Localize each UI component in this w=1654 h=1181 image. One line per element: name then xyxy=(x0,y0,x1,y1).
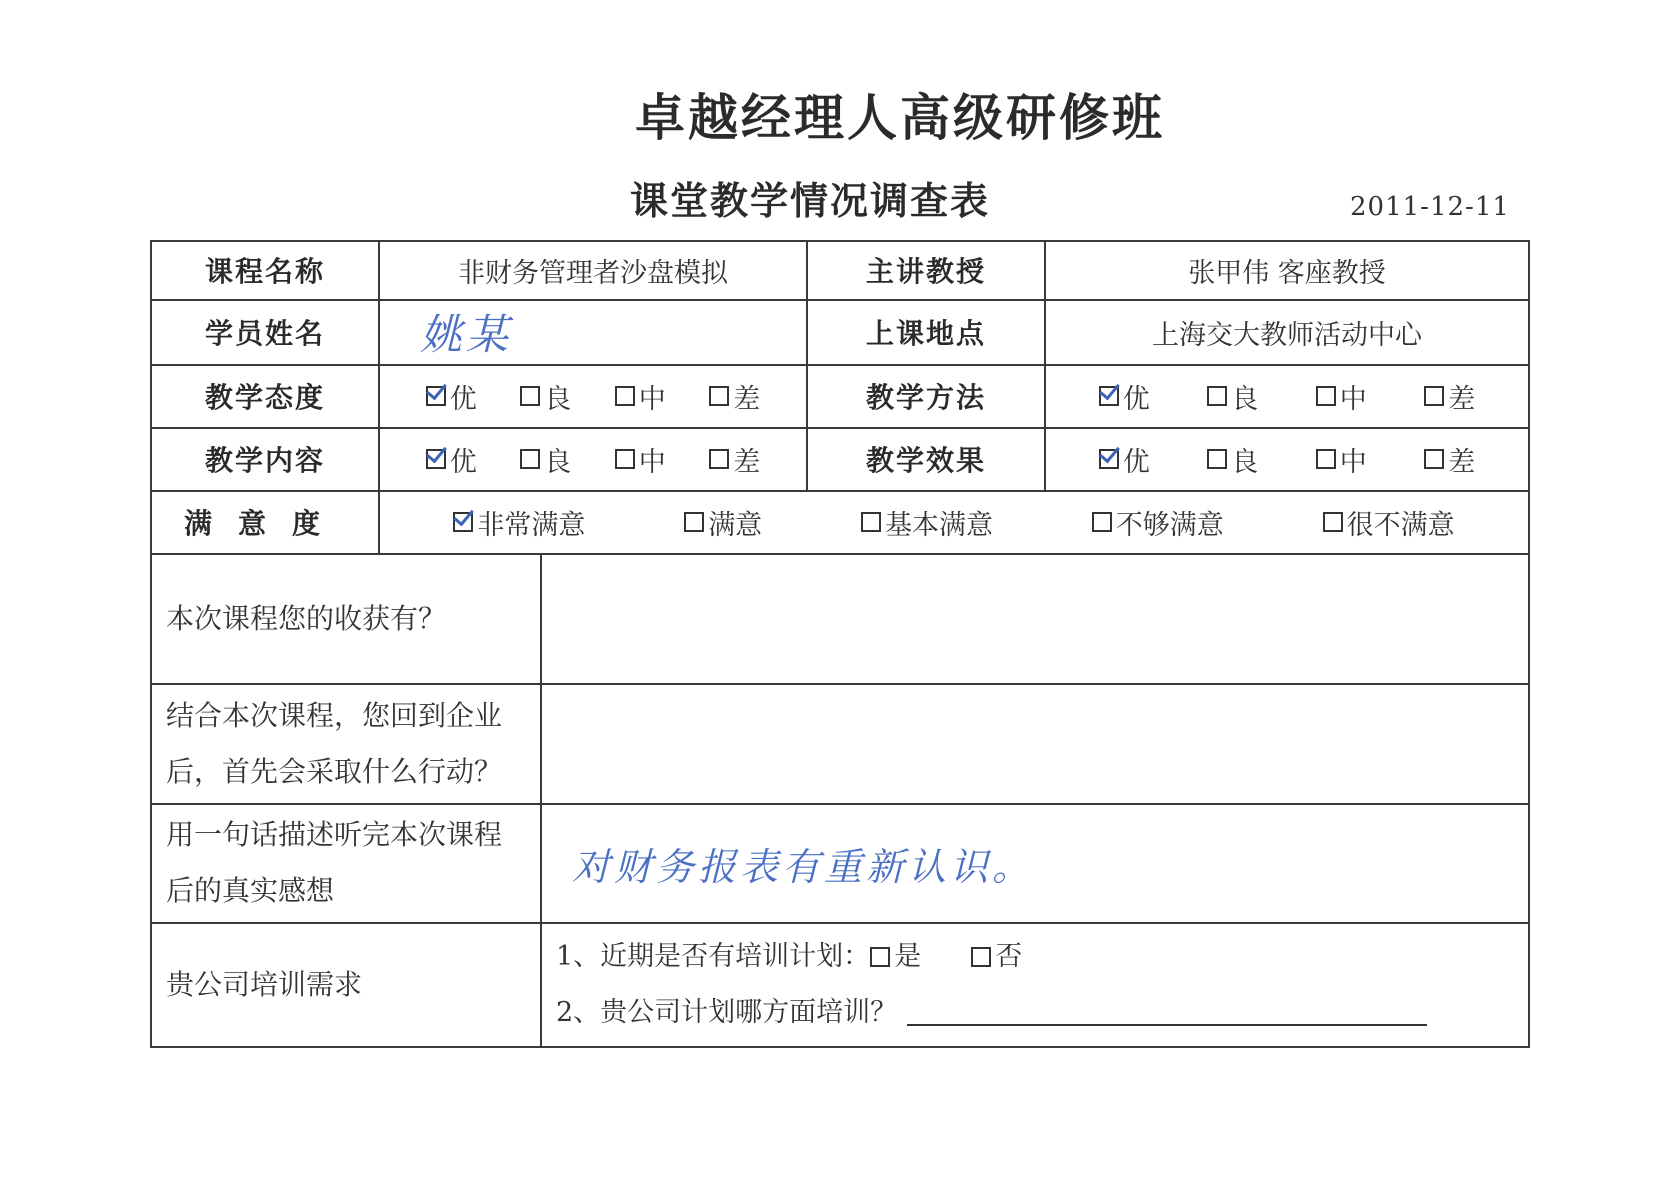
course-name-value[interactable]: 非财务管理者沙盘模拟 xyxy=(379,241,807,300)
effect-option[interactable] xyxy=(1099,440,1150,479)
teaching-method-label: 教学方法 xyxy=(807,365,1045,428)
option-label: 很不满意 xyxy=(1346,509,1455,541)
teaching-effect-label: 教学效果 xyxy=(807,428,1045,491)
option-label: 差 xyxy=(733,383,761,415)
content-option[interactable] xyxy=(426,440,477,479)
checkbox[interactable] xyxy=(709,449,729,469)
checkbox[interactable] xyxy=(615,386,635,406)
professor-value[interactable]: 张甲伟 客座教授 xyxy=(1045,241,1529,300)
attitude-option[interactable] xyxy=(709,377,760,416)
course-name-label: 课程名称 xyxy=(151,241,379,300)
question-actions xyxy=(151,684,541,804)
option-label: 优 xyxy=(449,446,477,478)
checkbox[interactable] xyxy=(684,512,704,532)
checkbox[interactable] xyxy=(1092,512,1112,532)
option-label: 满意 xyxy=(708,509,763,541)
training-plan-no[interactable]: 否 xyxy=(971,929,1022,985)
training-plan-yes[interactable]: 是 xyxy=(870,929,921,985)
checkbox[interactable] xyxy=(1099,386,1119,406)
satisfaction-option[interactable] xyxy=(1323,503,1455,542)
checkbox[interactable] xyxy=(615,449,635,469)
checkbox-yes[interactable] xyxy=(870,947,890,967)
option-label: 差 xyxy=(733,446,761,478)
teaching-content-options xyxy=(379,428,807,491)
attitude-option[interactable] xyxy=(426,377,477,416)
checkbox[interactable] xyxy=(1099,449,1119,469)
option-label: 不够满意 xyxy=(1115,509,1224,541)
form-subtitle: 课堂教学情况调查表 xyxy=(629,179,990,223)
question-feelings-line1: 用一句话描述听完本次课程 xyxy=(166,818,503,852)
satisfaction-option[interactable] xyxy=(1092,503,1224,542)
option-label: 差 xyxy=(1448,383,1476,415)
option-label: 良 xyxy=(1231,383,1259,415)
student-signature[interactable]: 姚某 xyxy=(379,300,807,365)
method-option[interactable] xyxy=(1207,377,1258,416)
training-area-blank[interactable] xyxy=(907,1000,1427,1026)
option-label: 差 xyxy=(1448,446,1476,478)
attitude-option[interactable] xyxy=(520,377,571,416)
question-actions-line1: 结合本次课程，您回到企业 xyxy=(166,698,503,732)
training-needs-answers xyxy=(541,923,1529,1047)
satisfaction-option[interactable] xyxy=(861,503,993,542)
option-label: 非常满意 xyxy=(477,509,586,541)
checkbox[interactable] xyxy=(1323,512,1343,532)
checkbox[interactable] xyxy=(709,386,729,406)
training-plan-row xyxy=(556,929,1528,985)
satisfaction-option[interactable] xyxy=(453,503,585,542)
checkbox-no[interactable] xyxy=(971,947,991,967)
attitude-option[interactable] xyxy=(615,377,666,416)
content-option[interactable] xyxy=(615,440,666,479)
content-option[interactable] xyxy=(709,440,760,479)
question-feelings xyxy=(151,804,541,924)
method-option[interactable] xyxy=(1316,377,1367,416)
answer-actions[interactable] xyxy=(541,684,1529,804)
option-label: 中 xyxy=(1339,383,1367,415)
option-label: 优 xyxy=(449,383,477,415)
teaching-content-label: 教学内容 xyxy=(151,428,379,491)
professor-label: 主讲教授 xyxy=(807,241,1045,300)
answer-gains[interactable] xyxy=(541,554,1529,684)
option-label: 良 xyxy=(544,446,572,478)
checkbox[interactable] xyxy=(861,512,881,532)
satisfaction-option[interactable] xyxy=(684,503,762,542)
question-actions-line2: 后，首先会采取什么行动？ xyxy=(166,754,503,788)
option-label: 优 xyxy=(1122,446,1150,478)
checkbox[interactable] xyxy=(1316,386,1336,406)
question-training-needs: 贵公司培训需求 xyxy=(151,923,541,1047)
checkbox[interactable] xyxy=(1316,449,1336,469)
option-label: 基本满意 xyxy=(884,509,993,541)
effect-option[interactable] xyxy=(1316,440,1367,479)
content-option[interactable] xyxy=(520,440,571,479)
checkbox[interactable] xyxy=(1424,386,1444,406)
teaching-attitude-label: 教学态度 xyxy=(151,365,379,428)
option-label: 优 xyxy=(1122,383,1150,415)
checkbox[interactable] xyxy=(453,512,473,532)
training-area-question: 2、贵公司计划哪方面培训？ xyxy=(556,997,898,1029)
checkbox[interactable] xyxy=(426,386,446,406)
method-option[interactable] xyxy=(1424,377,1475,416)
checkbox[interactable] xyxy=(1207,449,1227,469)
training-plan-question: 1、近期是否有培训计划： xyxy=(556,941,871,973)
teaching-effect-options xyxy=(1045,428,1529,491)
effect-option[interactable] xyxy=(1207,440,1258,479)
training-area-row xyxy=(556,985,1528,1041)
question-feelings-line2: 后的真实感想 xyxy=(166,874,335,908)
effect-option[interactable] xyxy=(1424,440,1475,479)
checkbox[interactable] xyxy=(1207,386,1227,406)
method-option[interactable] xyxy=(1099,377,1150,416)
checkbox[interactable] xyxy=(520,449,540,469)
survey-table xyxy=(150,240,1530,1048)
option-label: 良 xyxy=(544,383,572,415)
teaching-attitude-options xyxy=(379,365,807,428)
option-label: 中 xyxy=(638,383,666,415)
checkbox[interactable] xyxy=(520,386,540,406)
option-label: 中 xyxy=(638,446,666,478)
page-title: 卓越经理人高级研修班 xyxy=(635,89,1165,147)
location-value[interactable]: 上海交大教师活动中心 xyxy=(1045,300,1529,365)
student-name-label: 学员姓名 xyxy=(151,300,379,365)
answer-feelings[interactable]: 对财务报表有重新认识。 xyxy=(541,804,1529,924)
form-date: 2011-12-11 xyxy=(1350,192,1510,222)
checkbox[interactable] xyxy=(426,449,446,469)
satisfaction-options xyxy=(379,491,1529,554)
option-label: 中 xyxy=(1339,446,1367,478)
teaching-method-options xyxy=(1045,365,1529,428)
question-gains: 本次课程您的收获有？ xyxy=(151,554,541,684)
location-label: 上课地点 xyxy=(807,300,1045,365)
satisfaction-label: 满意度 xyxy=(151,491,379,554)
option-label: 良 xyxy=(1231,446,1259,478)
checkbox[interactable] xyxy=(1424,449,1444,469)
